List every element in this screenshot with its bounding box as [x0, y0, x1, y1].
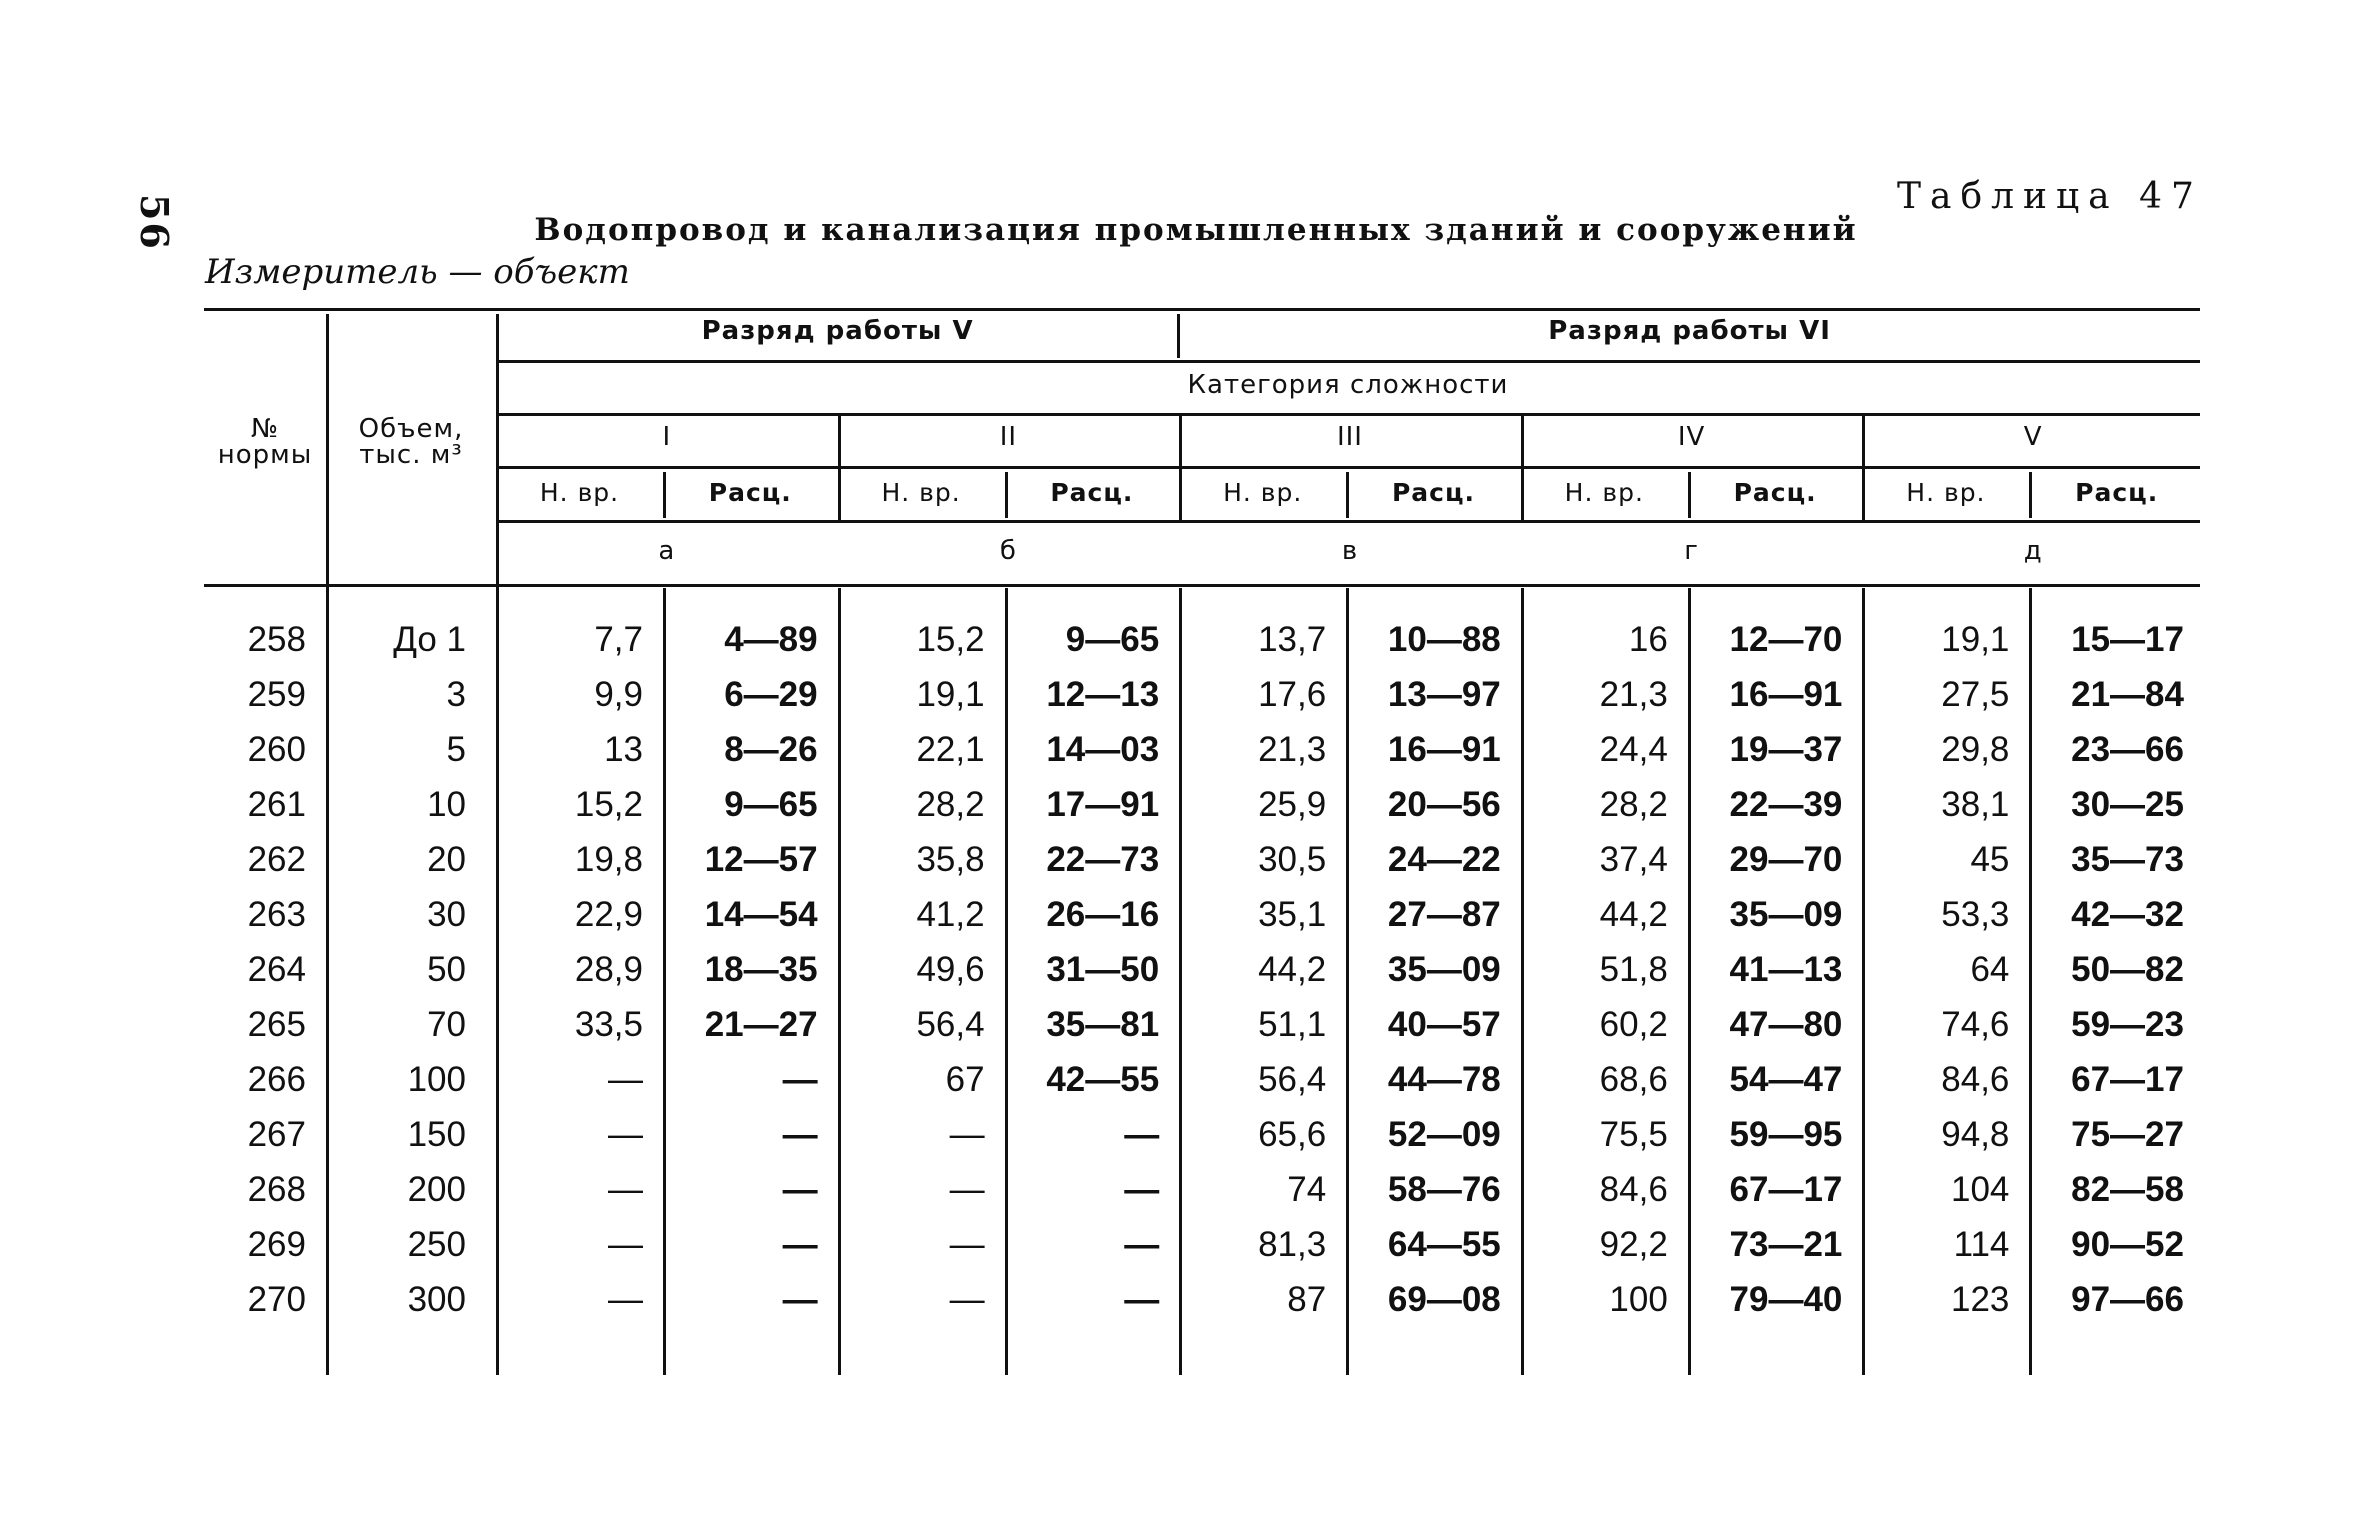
- rate-cell: 27—87: [1387, 895, 1501, 934]
- time-norm-cell: 22,1: [916, 730, 985, 769]
- rate-cell: 59—23: [2071, 1005, 2184, 1044]
- rate-header-2: Расц.: [1050, 478, 1134, 507]
- rate-cell: 24—22: [1387, 840, 1501, 879]
- norm-number-cell: 258: [247, 620, 306, 659]
- subcol-divider-body-4: [1688, 588, 1691, 1375]
- rate-cell: 21—27: [704, 1005, 818, 1044]
- time-norm-cell: 28,2: [1599, 785, 1668, 824]
- time-norm-cell: —: [949, 1225, 985, 1264]
- rate-cell: 67—17: [2071, 1060, 2184, 1099]
- time-norm-cell: 30,5: [1258, 840, 1327, 879]
- rate-cell: 10—88: [1387, 620, 1501, 659]
- rate-cell: 12—13: [1046, 675, 1160, 714]
- subcol-divider-body-2: [1005, 588, 1008, 1375]
- rate-cell: 15—17: [2071, 620, 2184, 659]
- norm-number-cell: 266: [247, 1060, 306, 1099]
- time-norm-cell: 15,2: [574, 785, 643, 824]
- rate-cell: 4—89: [724, 620, 818, 659]
- rate-cell: 35—81: [1046, 1005, 1160, 1044]
- rate-cell: 97—66: [2071, 1280, 2184, 1319]
- table-title: Водопровод и канализация промышленных зданий и сооружений: [534, 212, 1858, 248]
- time-norm-cell: —: [608, 1225, 643, 1264]
- time-norm-cell: —: [608, 1170, 643, 1209]
- time-norm-cell: —: [949, 1170, 985, 1209]
- rate-cell: —: [782, 1280, 818, 1319]
- letter-1-header: а: [658, 536, 676, 566]
- time-norm-header-4: Н. вр.: [1564, 478, 1644, 507]
- rate-cell: 9—65: [1065, 620, 1160, 659]
- volume-cell: 3: [446, 675, 466, 714]
- time-norm-cell: 94,8: [1941, 1115, 2010, 1154]
- time-norm-cell: 16: [1628, 620, 1668, 659]
- time-norm-cell: 114: [1953, 1225, 2010, 1264]
- volume-cell: 200: [407, 1170, 466, 1209]
- rate-cell: 31—50: [1046, 950, 1160, 989]
- norm-number-cell: 262: [247, 840, 306, 879]
- time-norm-cell: 13,7: [1258, 620, 1327, 659]
- time-norm-cell: 84,6: [1599, 1170, 1668, 1209]
- category-3-header: III: [1336, 422, 1363, 452]
- norm-number-cell: 263: [247, 895, 306, 934]
- time-norm-cell: 51,8: [1599, 950, 1668, 989]
- time-norm-cell: 15,2: [916, 620, 985, 659]
- rate-cell: 14—54: [704, 895, 818, 934]
- letter-5-header: д: [2023, 536, 2043, 566]
- norm-number-cell: 259: [247, 675, 306, 714]
- time-norm-cell: 28,9: [574, 950, 643, 989]
- table-top-rule: [204, 308, 2200, 311]
- table-label: Таблица 47: [1897, 176, 2203, 217]
- time-norm-cell: 53,3: [1941, 895, 2010, 934]
- time-norm-cell: 81,3: [1258, 1225, 1327, 1264]
- norm-number-header: № нормы: [217, 414, 313, 470]
- time-norm-header-2: Н. вр.: [881, 478, 961, 507]
- norm-number-cell: 265: [247, 1005, 306, 1044]
- grade-rule: [496, 360, 2200, 363]
- volume-cell: 250: [407, 1225, 466, 1264]
- time-norm-cell: 56,4: [1258, 1060, 1327, 1099]
- rate-cell: 73—21: [1729, 1225, 1843, 1264]
- rate-cell: 17—91: [1046, 785, 1160, 824]
- time-norm-cell: 25,9: [1258, 785, 1327, 824]
- time-norm-cell: 74: [1287, 1170, 1327, 1209]
- time-norm-cell: 24,4: [1599, 730, 1668, 769]
- rate-cell: 42—32: [2071, 895, 2184, 934]
- volume-cell: До 1: [393, 620, 466, 659]
- subheader-rule: [496, 466, 2200, 469]
- time-norm-cell: 28,2: [916, 785, 985, 824]
- time-norm-cell: 64: [1970, 950, 2010, 989]
- time-norm-cell: 21,3: [1599, 675, 1668, 714]
- subcol-divider-body-5: [2029, 588, 2032, 1375]
- category-1-header: I: [662, 422, 672, 452]
- group-divider-body-4: [1521, 588, 1524, 1375]
- time-norm-header-1: Н. вр.: [539, 478, 620, 507]
- rate-cell: 35—09: [1387, 950, 1501, 989]
- norm-number-cell: 270: [247, 1280, 306, 1319]
- rate-cell: 30—25: [2071, 785, 2184, 824]
- time-norm-cell: —: [608, 1280, 643, 1319]
- time-norm-cell: 45: [1970, 840, 2010, 879]
- letter-3-header: в: [1341, 536, 1359, 566]
- col-volume-divider: [496, 314, 499, 1375]
- group-divider-body-3: [1179, 588, 1182, 1375]
- time-norm-cell: 9,9: [594, 675, 643, 714]
- rate-cell: 82—58: [2071, 1170, 2184, 1209]
- time-norm-cell: —: [949, 1115, 985, 1154]
- time-norm-cell: 49,6: [916, 950, 985, 989]
- rate-cell: 59—95: [1729, 1115, 1843, 1154]
- time-norm-cell: 21,3: [1258, 730, 1327, 769]
- rate-header-4: Расц.: [1733, 478, 1817, 507]
- rate-cell: 26—16: [1046, 895, 1160, 934]
- time-norm-cell: 84,6: [1941, 1060, 2010, 1099]
- rate-cell: 35—73: [2071, 840, 2184, 879]
- time-norm-header-5: Н. вр.: [1906, 478, 1986, 507]
- time-norm-cell: 123: [1950, 1280, 2010, 1319]
- rate-cell: 21—84: [2071, 675, 2184, 714]
- norm-number-cell: 261: [247, 785, 306, 824]
- time-norm-cell: —: [608, 1060, 643, 1099]
- rate-cell: 64—55: [1387, 1225, 1501, 1264]
- time-norm-cell: 60,2: [1599, 1005, 1668, 1044]
- time-norm-cell: 33,5: [574, 1005, 643, 1044]
- rate-cell: 6—29: [724, 675, 818, 714]
- rate-cell: —: [782, 1060, 818, 1099]
- letter-2-header: б: [999, 536, 1017, 566]
- rate-cell: 16—91: [1387, 730, 1501, 769]
- norm-number-cell: 264: [247, 950, 306, 989]
- grade-v-header: Разряд работы V: [701, 316, 974, 346]
- grade-vi-header: Разряд работы VI: [1548, 316, 1831, 346]
- time-norm-cell: 19,1: [916, 675, 985, 714]
- time-norm-cell: 35,1: [1258, 895, 1327, 934]
- time-norm-cell: —: [608, 1115, 643, 1154]
- rate-cell: 90—52: [2071, 1225, 2184, 1264]
- rate-cell: —: [1124, 1115, 1160, 1154]
- time-norm-cell: 38,1: [1941, 785, 2010, 824]
- rate-cell: 40—57: [1387, 1005, 1501, 1044]
- time-norm-cell: 17,6: [1258, 675, 1327, 714]
- time-norm-cell: 104: [1950, 1170, 2010, 1209]
- rate-cell: 58—76: [1387, 1170, 1501, 1209]
- rate-cell: 22—39: [1729, 785, 1843, 824]
- rate-cell: 35—09: [1729, 895, 1843, 934]
- time-norm-cell: 92,2: [1599, 1225, 1668, 1264]
- volume-cell: 70: [427, 1005, 466, 1044]
- rate-cell: 29—70: [1729, 840, 1843, 879]
- time-norm-cell: 56,4: [916, 1005, 985, 1044]
- rate-cell: 44—78: [1387, 1060, 1501, 1099]
- rate-header-1: Расц.: [708, 478, 792, 507]
- rate-cell: 67—17: [1729, 1170, 1843, 1209]
- rate-cell: 8—26: [724, 730, 818, 769]
- norm-number-cell: 268: [247, 1170, 306, 1209]
- subcol-divider-body-1: [663, 588, 666, 1375]
- time-norm-cell: 29,8: [1941, 730, 2010, 769]
- volume-cell: 50: [427, 950, 466, 989]
- rate-cell: 52—09: [1387, 1115, 1501, 1154]
- time-norm-cell: 100: [1609, 1280, 1668, 1319]
- rate-cell: 50—82: [2071, 950, 2184, 989]
- rate-cell: 12—70: [1729, 620, 1843, 659]
- rate-cell: —: [782, 1170, 818, 1209]
- category-header: Категория сложности: [1187, 370, 1509, 400]
- rate-cell: —: [1124, 1280, 1160, 1319]
- time-norm-header-3: Н. вр.: [1223, 478, 1303, 507]
- rate-cell: 47—80: [1729, 1005, 1843, 1044]
- time-norm-cell: 22,9: [574, 895, 643, 934]
- time-norm-cell: 7,7: [594, 620, 643, 659]
- time-norm-cell: 51,1: [1258, 1005, 1327, 1044]
- letter-rule: [496, 520, 2200, 523]
- rate-cell: —: [1124, 1225, 1160, 1264]
- time-norm-cell: 75,5: [1599, 1115, 1668, 1154]
- time-norm-cell: 44,2: [1599, 895, 1668, 934]
- rate-cell: 19—37: [1729, 730, 1843, 769]
- rate-cell: —: [782, 1225, 818, 1264]
- letter-4-header: г: [1684, 536, 1699, 566]
- volume-cell: 20: [427, 840, 466, 879]
- time-norm-cell: 68,6: [1599, 1060, 1668, 1099]
- rate-cell: 75—27: [2071, 1115, 2184, 1154]
- time-norm-cell: 19,1: [1941, 620, 2010, 659]
- category-rule: [496, 413, 2200, 416]
- time-norm-cell: 19,8: [574, 840, 643, 879]
- time-norm-cell: 74,6: [1941, 1005, 2010, 1044]
- time-norm-cell: 13: [604, 730, 643, 769]
- category-4-header: IV: [1677, 422, 1706, 452]
- time-norm-cell: 67: [945, 1060, 985, 1099]
- rate-cell: 42—55: [1046, 1060, 1160, 1099]
- rate-header-5: Расц.: [2075, 478, 2159, 507]
- rate-cell: 12—57: [704, 840, 818, 879]
- rate-cell: 16—91: [1729, 675, 1843, 714]
- page-number: 56: [131, 194, 177, 251]
- norm-number-cell: 269: [247, 1225, 306, 1264]
- rate-cell: 13—97: [1387, 675, 1501, 714]
- rate-cell: 20—56: [1387, 785, 1501, 824]
- group-divider-body-2: [838, 588, 841, 1375]
- category-5-header: V: [2023, 422, 2043, 452]
- rate-cell: 54—47: [1729, 1060, 1843, 1099]
- time-norm-cell: 65,6: [1258, 1115, 1327, 1154]
- rate-header-3: Расц.: [1391, 478, 1475, 507]
- rate-cell: 18—35: [704, 950, 818, 989]
- time-norm-cell: 41,2: [916, 895, 985, 934]
- time-norm-cell: —: [949, 1280, 985, 1319]
- time-norm-cell: 44,2: [1258, 950, 1327, 989]
- rate-cell: 9—65: [724, 785, 818, 824]
- volume-cell: 10: [427, 785, 466, 824]
- norm-number-cell: 260: [247, 730, 306, 769]
- group-divider-body-5: [1862, 588, 1865, 1375]
- volume-cell: 5: [446, 730, 466, 769]
- volume-cell: 30: [427, 895, 466, 934]
- rate-cell: 69—08: [1387, 1280, 1501, 1319]
- rate-cell: 23—66: [2071, 730, 2184, 769]
- time-norm-cell: 35,8: [916, 840, 985, 879]
- rate-cell: 79—40: [1729, 1280, 1843, 1319]
- rate-cell: 41—13: [1729, 950, 1843, 989]
- volume-cell: 100: [407, 1060, 466, 1099]
- norm-number-cell: 267: [247, 1115, 306, 1154]
- time-norm-cell: 37,4: [1599, 840, 1668, 879]
- rate-cell: 14—03: [1046, 730, 1160, 769]
- subcol-divider-body-3: [1346, 588, 1349, 1375]
- rate-cell: 22—73: [1046, 840, 1160, 879]
- rate-cell: —: [782, 1115, 818, 1154]
- header-bottom-rule: [204, 584, 2200, 587]
- time-norm-cell: 87: [1287, 1280, 1327, 1319]
- category-2-header: II: [999, 422, 1018, 452]
- volume-cell: 150: [407, 1115, 466, 1154]
- meter-caption: Измеритель — объект: [205, 252, 630, 292]
- volume-cell: 300: [407, 1280, 466, 1319]
- time-norm-cell: 27,5: [1941, 675, 2010, 714]
- rate-cell: —: [1124, 1170, 1160, 1209]
- volume-header: Объем, тыс. м³: [358, 414, 464, 470]
